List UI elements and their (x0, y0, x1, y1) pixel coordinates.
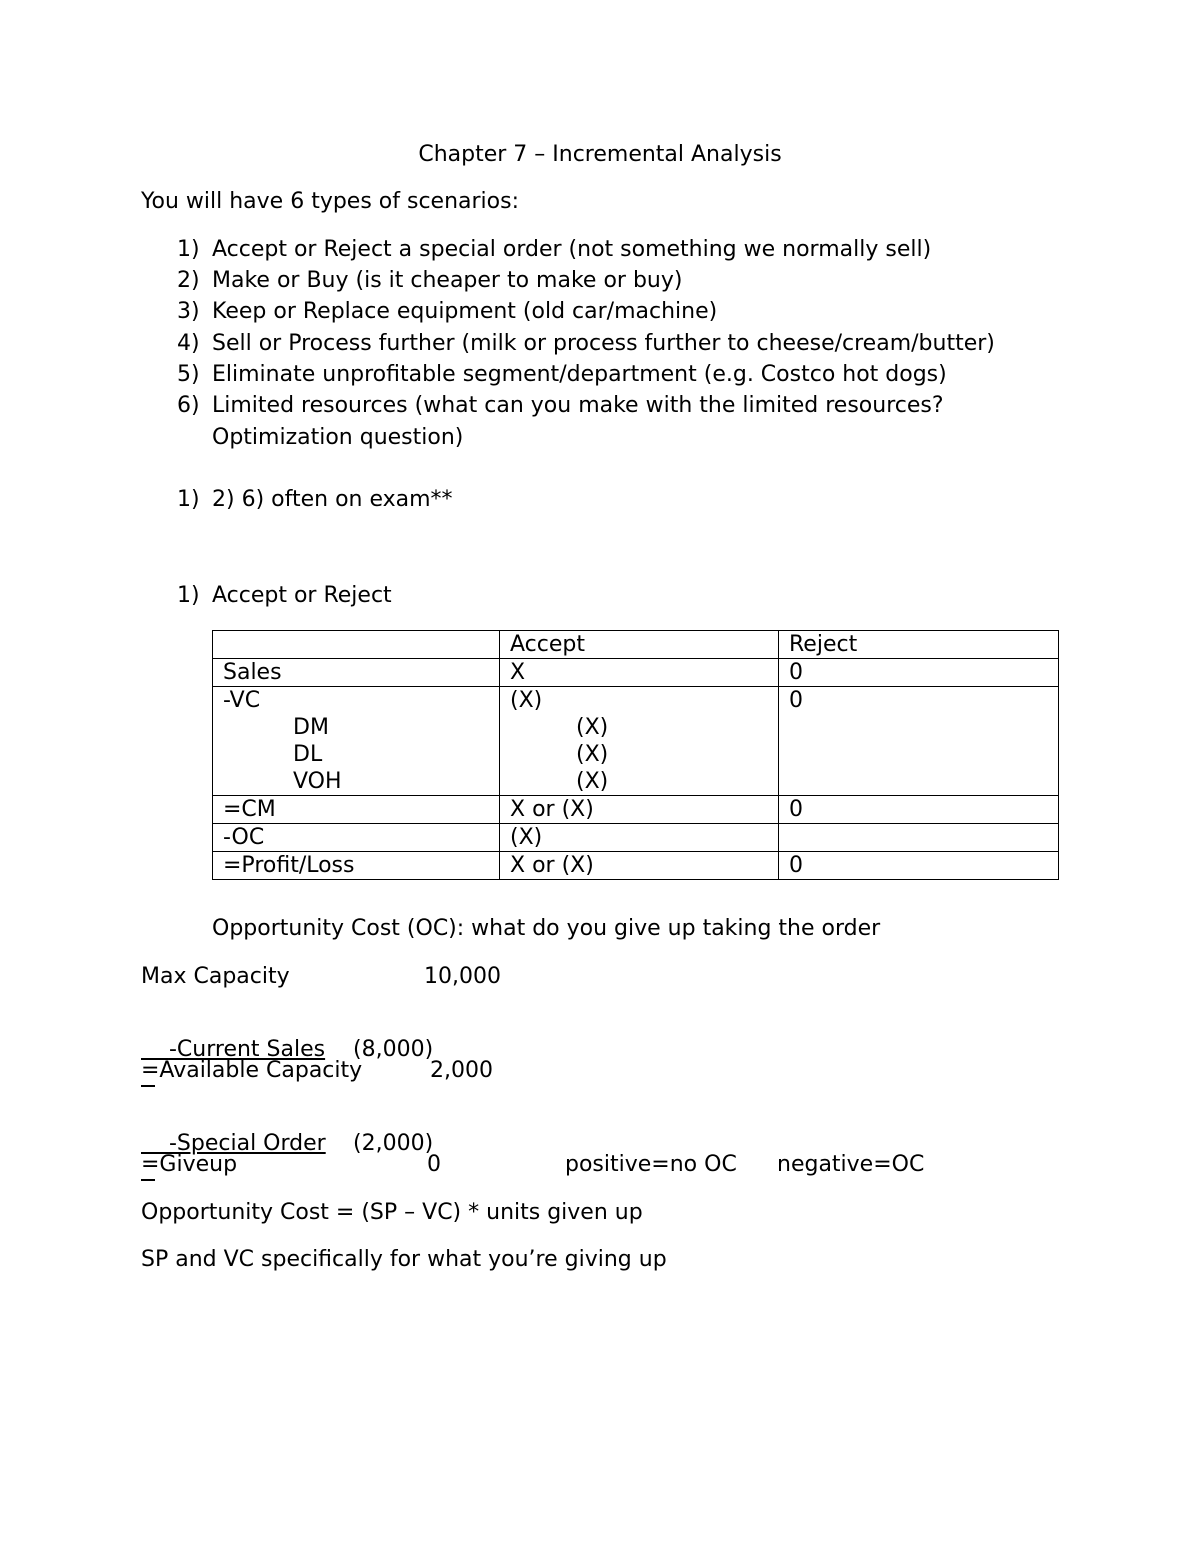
table-cell: -OC (213, 824, 500, 852)
row-value: (X) (510, 688, 543, 713)
table-cell: Sales (213, 659, 500, 687)
table-header-cell: Accept (500, 631, 779, 659)
list-text: Accept or Reject a special order (not something we normally sell) (212, 237, 932, 262)
oc-definition: Opportunity Cost (OC): what do you give up taking the order (212, 916, 881, 941)
list-number: 1) (177, 237, 200, 262)
table-row (213, 796, 1059, 824)
giveup-value: 0 (427, 1152, 441, 1177)
table-cell: X or (X) (500, 796, 779, 824)
special-order-label: -Special Order (168, 1131, 326, 1157)
table-header-row (213, 631, 1059, 659)
oc-note: SP and VC specifically for what you’re giving up (141, 1247, 667, 1272)
table-cell: 0 (779, 796, 1059, 824)
available-capacity-value: 2,000 (430, 1058, 493, 1083)
list-text: 2) 6) often on exam** (212, 487, 453, 512)
list-text-continued: Optimization question) (212, 425, 464, 450)
table-cell: (X) (500, 824, 779, 852)
row-label: -VC (223, 688, 261, 713)
list-text: Eliminate unprofitable segment/department (e.g. Costco hot dogs) (212, 362, 947, 387)
table-cell: 0 (779, 659, 1059, 687)
giveup-label: =Giveup (141, 1152, 238, 1177)
current-sales-label: -Current Sales (168, 1037, 326, 1063)
list-number: 5) (177, 362, 200, 387)
table-cell: X or (X) (500, 852, 779, 880)
page-title: Chapter 7 – Incremental Analysis (418, 142, 782, 167)
list-number: 3) (177, 299, 200, 324)
list-number: 6) (177, 393, 200, 418)
sub-row-value: (X) (576, 769, 609, 794)
list-text: Sell or Process further (milk or process further to cheese/cream/butter) (212, 331, 995, 356)
special-order-value: (2,000) (353, 1131, 434, 1157)
table-row (213, 687, 1059, 796)
table-row (213, 852, 1059, 880)
list-text: Keep or Replace equipment (old car/machine) (212, 299, 718, 324)
incremental-analysis-table (212, 630, 1059, 880)
list-number: 1) (177, 583, 200, 608)
max-capacity-value: 10,000 (424, 964, 501, 989)
sub-row-value: (X) (576, 742, 609, 767)
list-number: 4) (177, 331, 200, 356)
table-cell (213, 687, 500, 796)
current-sales-value: (8,000) (353, 1037, 434, 1063)
list-text: Limited resources (what can you make with the limited resources? (212, 393, 944, 418)
table-cell: 0 (779, 687, 1059, 796)
list-number: 2) (177, 268, 200, 293)
list-text: Make or Buy (is it cheaper to make or buy) (212, 268, 683, 293)
positive-note: positive=no OC (565, 1152, 737, 1177)
sub-row-label: DL (293, 742, 323, 767)
table-cell: X (500, 659, 779, 687)
table-cell: 0 (779, 852, 1059, 880)
table-cell: =Profit/Loss (213, 852, 500, 880)
table-cell (779, 824, 1059, 852)
section-title: Accept or Reject (212, 583, 392, 608)
intro-text: You will have 6 types of scenarios: (141, 189, 520, 214)
sub-row-label: VOH (293, 769, 342, 794)
sub-row-label: DM (293, 715, 329, 740)
max-capacity-label: Max Capacity (141, 964, 290, 989)
oc-formula: Opportunity Cost = (SP – VC) * units given up (141, 1200, 643, 1225)
table-header-cell: Reject (779, 631, 1059, 659)
table-cell (500, 687, 779, 796)
negative-note: negative=OC (777, 1152, 925, 1177)
table-row (213, 659, 1059, 687)
table-row (213, 824, 1059, 852)
list-number: 1) (177, 487, 200, 512)
available-capacity-label: =Available Capacity (141, 1058, 363, 1083)
sub-row-value: (X) (576, 715, 609, 740)
table-cell: =CM (213, 796, 500, 824)
table-header-cell (213, 631, 500, 659)
